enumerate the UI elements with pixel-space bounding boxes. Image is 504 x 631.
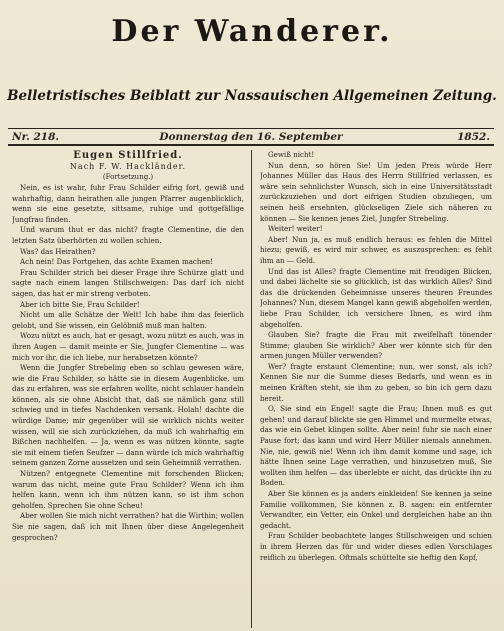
paragraph: Nun denn, so hören Sie! Um jeden Preis würde Herr Johannes Müller das Haus des Herrn Stillfried verlassen, es wäre sein sehnlichster Wunsch, sich in eine Universitätsstadt zurückzuziehen und dort eifrigen Studien obzuliegen, um seinen heiß ersehnten, glückseligen Ziele sich näheren zu können — Sie kennen jenes Ziel, Jungfer Strebeling. <box>260 160 492 223</box>
paragraph: Was? das Heirathen? <box>20 246 96 256</box>
paragraph: Weiter! weiter! <box>268 224 323 234</box>
story-byline: Nach F. W. Hackländer. <box>69 162 187 171</box>
column-divider <box>251 150 252 628</box>
paragraph: Nicht um alle Schätze der Welt! Ich habe ihm das feierlich gelobt, und Sie wissen, ein Gelöbniß muß man halten. <box>12 310 244 330</box>
paragraph: Wenn die Jungfer Strebeling eben so schlau gewesen wäre, wie die Frau Schilder, so hätte sie in diesem Augenblicke, um das zu erfahren, was sie erfahren wollte, nicht schlauer handeln können, als sie ohne Absicht that, daß sie nämlich ganz still schwieg und in tiefes Nachdenken versank. Holah! dachte die würdige Dame; mir gegenüber will sie wirklich nichts weiter wissen, will sie sich zurückziehen, da muß ich wahrhaftig ein Bißchen nachhelfen. — Ja, wenn es was nützen könnte, sagte sie mit einem tiefen Seufzer — dann würde ich mich wahrhaftig seinem ganzen Zorne aussetzen und sein Geheimniß verrathen. <box>12 363 244 468</box>
paragraph: Ach nein! Das Fortgehen, das achte Examen machen! <box>20 257 214 267</box>
paragraph: Frau Schilder beobachtete langes Stillschweigen und schien in ihrem Herzen das für und wider dieses edlen Vorschlages reiflich zu überlegen. Oftmals schüttelte sie heftig den Kopf, <box>260 531 492 562</box>
top-rule <box>8 128 494 129</box>
paragraph: Und warum thut er das nicht? fragte Clementine, die den letzten Satz überhörten zu wollen schien. <box>12 225 244 245</box>
continuation-note: (Fortsetzung.) <box>102 173 154 181</box>
right-column <box>260 150 492 628</box>
paragraph: Glauben Sie? fragte die Frau mit zweifelhaft tönender Stimme; glauben Sie wirklich? Aber wer könnte sich für den armen jungen Müller verwenden? <box>260 330 492 361</box>
dateline <box>8 131 494 143</box>
paragraph: Aber wollen Sie mich nicht verrathen? hat die Wirthin; wollen Sie nie sagen, daß ich mit Ihnen über diese Angelegenheit gesprochen? <box>12 511 244 542</box>
paragraph: Nützen? entgegnete Clementine mit forschenden Blicken; warum das nicht, meine gute Frau Schilder? Wenn ich ihm helfen kann, wenn ich ihm nützen kann, so ist ihm schon geholfen. Sprechen Sie ohne Scheu! <box>12 469 244 510</box>
issue-year: 1852. <box>457 131 490 143</box>
paragraph: O, Sie sind ein Engel! sagte die Frau; Ihnen muß es gut gehen! und darauf blickte sie gen Himmel und murmelte etwas, das wie ein Gebet klingen sollte. Aber nein! fuhr sie nach einer Pause fort; das kann und wird Herr Müller niemals annehmen. Nie, nie, gewiß nie! Wenn ich ihm damit komme und sage, ich hätte Ihnen seine Lage verrathen, und hinzusetzen muß, Sie wollten ihm helfen — das überlebte er nicht, das drückte ihn zu Boden. <box>260 404 492 488</box>
paragraph: Aber ich bitte Sie, Frau Schilder! <box>20 299 140 309</box>
paragraph: Aber! Nun ja, es muß endlich heraus: es fehlen die Mittel hiezu; gewiß, es wird mir schwer, es auszusprechen: es fehlt ihm an — Geld. <box>260 234 492 265</box>
issue-date: Donnerstag den 16. September <box>159 131 343 143</box>
paragraph: Aber Sie können es ja anders einkleiden! Sie kennen ja seine Familie vollkommen, Sie können z. B. sagen: ein entfernter Verwandter, ein Vetter, ein Onkel und dergleichen habe an ihn gedacht. <box>260 489 492 530</box>
paragraph: Und das ist Alles? fragte Clementine mit freudigen Blicken, und dabei lächelte sie so glücklich, ist das wirklich Alles? Sind das die drückenden Geheimnisse unseres theuren Freundes Johannes? Nun, diesem Mangel kann gewiß abgeholfen werden, liebe Frau Schilder, ich versichere Ihnen, es wird ihm abgeholfen. <box>260 266 492 329</box>
bottom-rule <box>8 144 494 146</box>
issue-number: Nr. 218. <box>12 131 60 143</box>
left-column <box>12 150 244 628</box>
paragraph: Nein, es ist wahr, fuhr Frau Schilder eifrig fort, gewiß und wahrhaftig, dann heirathen alle jungen Pfarrer augenblicklich, wenn sie eine gesetzte, sittsame, ruhige und gottgefällige Jungfrau finden. <box>12 183 244 224</box>
paragraph: Gewiß nicht! <box>268 150 315 159</box>
paragraph: Wer? fragte erstaunt Clementine; nun, wer sonst, als ich? Kennen Sie nur die Summe dieses Bedarfs, und wenn es in meinen Kräften steht, sie ihm zu geben, so bin ich gern dazu bereit. <box>260 361 492 403</box>
story-title: Eugen Stillfried. <box>73 150 183 161</box>
paragraph: Frau Schilder strich bei dieser Frage ihre Schürze glatt und sagte nach einem langen Stillschweigen: Das darf ich nicht sagen, das hat er mir streng verboten. <box>12 267 244 298</box>
paragraph: Wozu nützt es auch, hat er gesagt, wozu nützt es auch, was in ihren Augen — damit meinte er Sie, Jungfer Clementine — was mich vor ihr, die ich liebe, nur herabsetzen könnte? <box>12 331 244 362</box>
masthead-title: Der Wanderer. <box>111 14 393 49</box>
masthead-subtitle: Belletristisches Beiblatt zur Nassauischen Allgemeinen Zeitung. <box>7 88 497 104</box>
story-header <box>12 150 244 182</box>
